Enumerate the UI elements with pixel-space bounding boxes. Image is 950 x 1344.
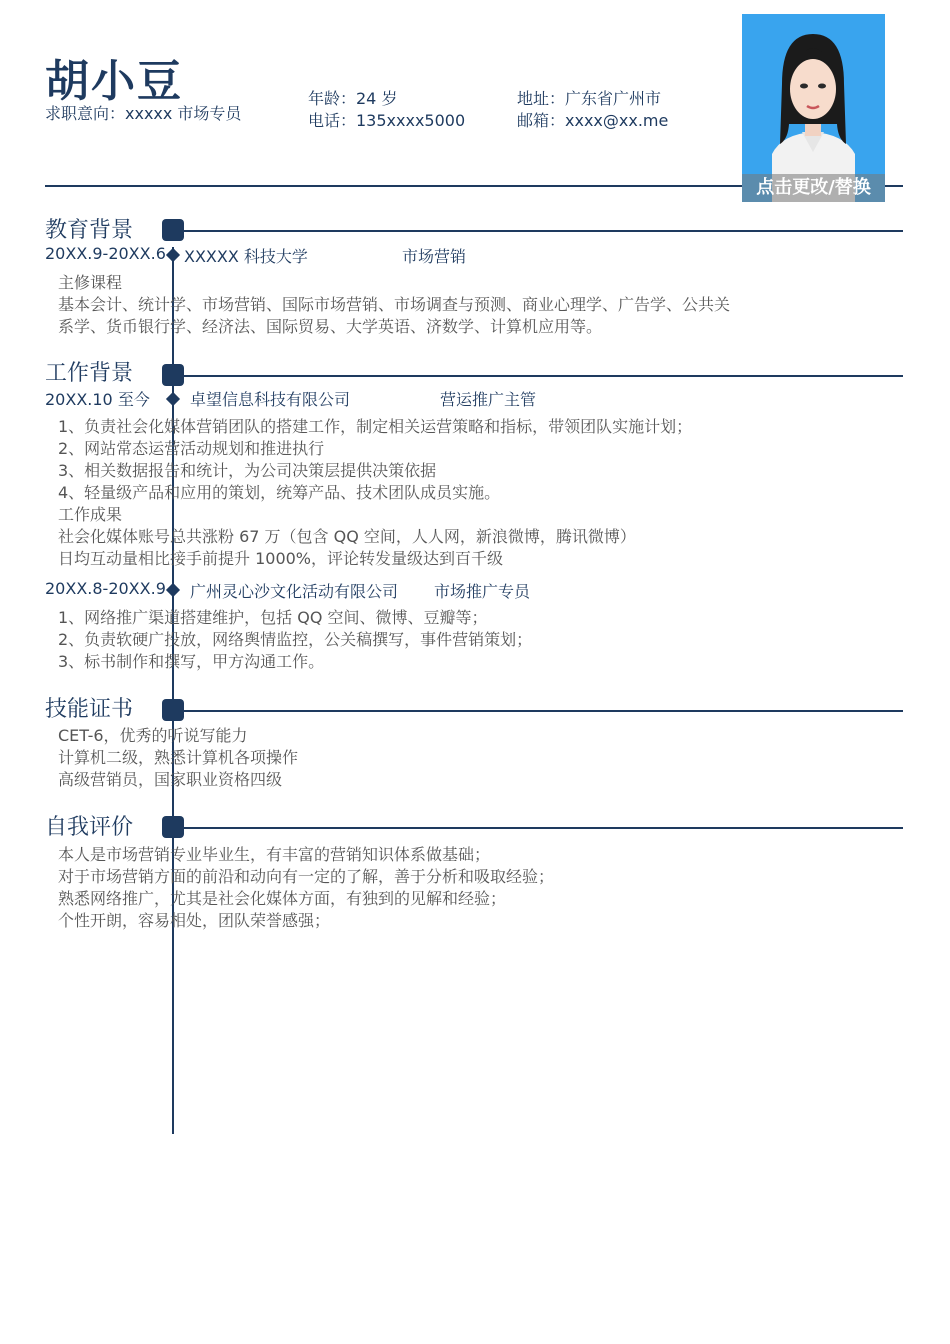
skill-line: 计算机二级，熟悉计算机各项操作 [58,748,299,767]
edu-major: 市场营销 [402,247,467,266]
self-line: 熟悉网络推广，尤其是社会化媒体方面，有独到的见解和经验； [58,889,507,908]
edu-line: 系学、货币银行学、经济法、国际贸易、大学英语、济数学、计算机应用等。 [58,317,603,336]
self-line: 对于市场营销方面的前沿和动向有一定的了解，善于分析和吸取经验； [58,867,555,886]
section-rule [184,827,903,829]
section-title-work: 工作背景 [45,361,134,386]
job-position: 营运推广主管 [440,390,537,409]
candidate-name: 胡小豆 [45,56,183,107]
job-line: 3、标书制作和撰写，甲方沟通工作。 [58,652,325,671]
skill-line: 高级营销员，国家职业资格四级 [58,770,283,789]
section-rule [184,230,903,232]
timeline-diamond [166,248,180,262]
job-line: 2、负责软硬广投放，网络舆情监控，公关稿撰写，事件营销策划； [58,630,533,649]
job-line: 社会化媒体账号总共涨粉 67 万（包含 QQ 空间，人人网，新浪微博，腾讯微博） [58,527,636,546]
job-position: 市场推广专员 [434,582,531,601]
section-rule [184,710,903,712]
section-title-self: 自我评价 [45,815,134,840]
self-line: 本人是市场营销专业毕业生，有丰富的营销知识体系做基础； [58,845,491,864]
section-marker [162,816,184,838]
job-line: 4、轻量级产品和应用的策划，统筹产品、技术团队成员实施。 [58,483,501,502]
header-divider-left [45,185,742,187]
job-line: 2、网站常态运营活动规划和推进执行 [58,439,325,458]
section-title-skills: 技能证书 [45,697,134,722]
job-intent: 求职意向：xxxxx 市场专员 [45,104,242,123]
section-marker [162,219,184,241]
section-rule [184,375,903,377]
photo-replace-caption[interactable]: 点击更改/替换 [742,174,885,202]
section-title-education: 教育背景 [45,218,134,243]
self-line: 个性开朗，容易相处，团队荣誉感强； [58,911,331,930]
job-line: 日均互动量相比接手前提升 1000%，评论转发量级达到百千级 [58,549,504,568]
job-date: 20XX.8-20XX.9 [45,579,166,598]
header-divider-right [885,185,903,187]
profile-photo[interactable] [742,14,885,202]
phone-info: 电话：135xxxx5000 [308,111,466,130]
section-marker [162,699,184,721]
section-marker [162,364,184,386]
job-line: 工作成果 [58,505,123,524]
edu-school: XXXXX 科技大学 [184,247,308,266]
job-line: 1、负责社会化媒体营销团队的搭建工作，制定相关运营策略和指标，带领团队实施计划； [58,417,693,436]
job-company: 卓望信息科技有限公司 [190,390,351,409]
job-line: 1、网络推广渠道搭建维护，包括 QQ 空间、微博、豆瓣等； [58,608,488,627]
edu-date: 20XX.9-20XX.6 [45,244,166,263]
edu-line: 主修课程 [58,273,123,292]
edu-line: 基本会计、统计学、市场营销、国际市场营销、市场调查与预测、商业心理学、广告学、公共关 [58,295,731,314]
job-date: 20XX.10 至今 [45,390,150,409]
timeline-diamond [166,392,180,406]
job-company: 广州灵心沙文化活动有限公司 [190,582,399,601]
address-info: 地址：广东省广州市 [517,89,662,108]
age-info: 年龄：24 岁 [308,89,398,108]
timeline-diamond [166,583,180,597]
email-info: 邮箱：xxxx@xx.me [517,111,669,130]
skill-line: CET-6，优秀的听说写能力 [58,726,248,745]
job-line: 3、相关数据报告和统计，为公司决策层提供决策依据 [58,461,437,480]
